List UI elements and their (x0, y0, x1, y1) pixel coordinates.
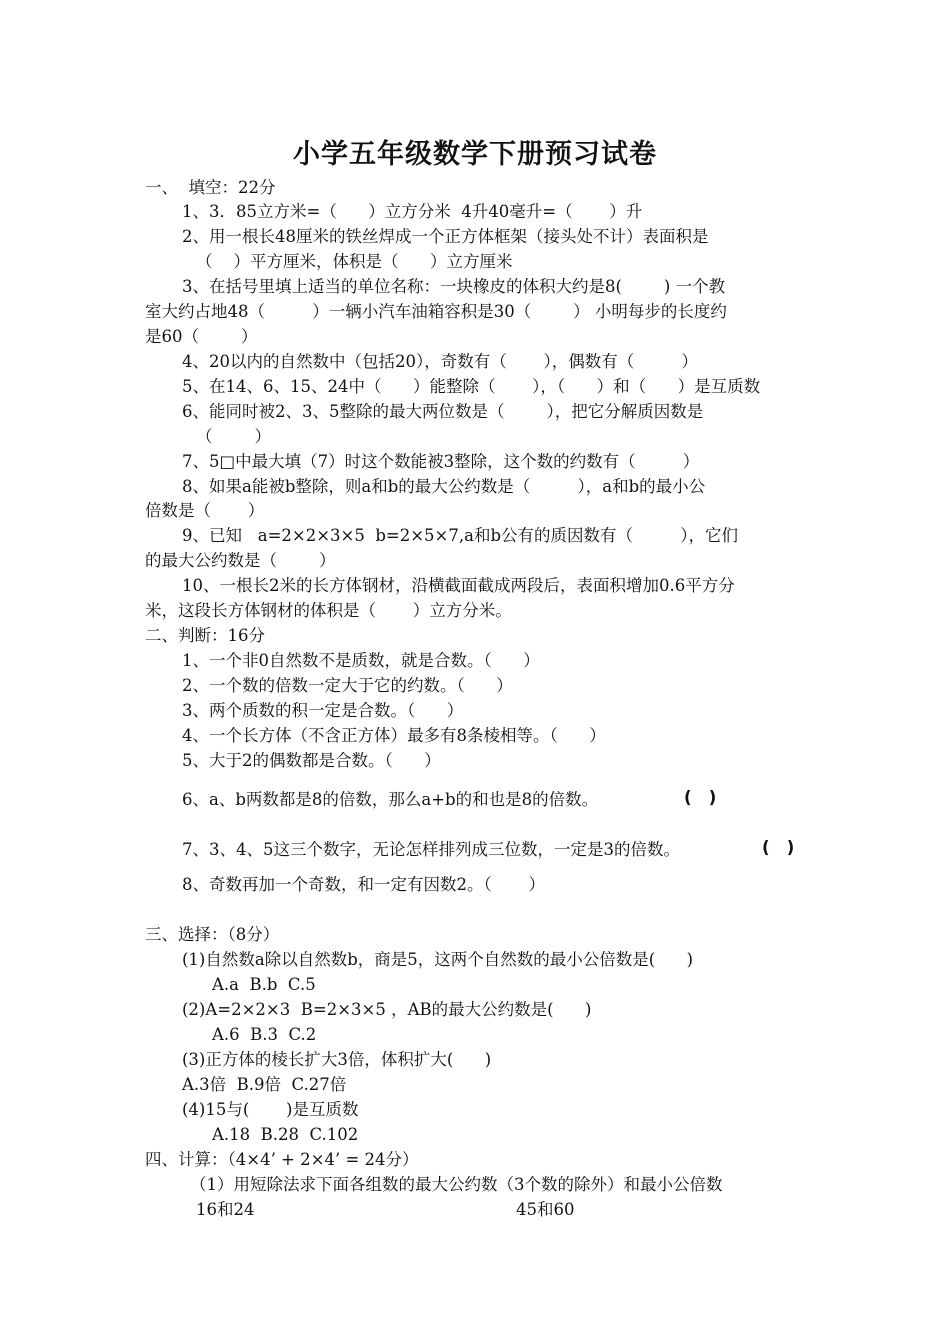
problem-label: 45和60 (516, 1200, 575, 1219)
question-line: 的最大公约数是（ ） (145, 551, 336, 570)
question-line: 室大约占地48（ ）一辆小汽车油箱容积是30（ ） 小明每步的长度约 (145, 302, 727, 321)
choice-options: A.3倍 B.9倍 C.27倍 (182, 1075, 347, 1094)
question-line: （ ）平方厘米，体积是（ ）立方厘米 (196, 252, 513, 271)
question-line: 4、一个长方体（不含正方体）最多有8条棱相等。（ ） (182, 726, 606, 745)
question-line: （1）用短除法求下面各组数的最大公约数（3个数的除外）和最小公倍数 (190, 1175, 723, 1194)
question-line: 1、3．85立方米=（ ）立方分米 4升40毫升=（ ）升 (182, 202, 643, 221)
question-line: 2、一个数的倍数一定大于它的约数。（ ） (182, 676, 513, 695)
question-line: (4)15与( )是互质数 (182, 1100, 359, 1119)
question-line: 是60（ ） (145, 327, 258, 346)
choice-options: A.a B.b C.5 (212, 975, 316, 994)
choice-options: A.18 B.28 C.102 (212, 1125, 359, 1144)
question-line: 8、如果a能被b整除，则a和b的最大公约数是（ ），a和b的最小公 (182, 477, 706, 496)
question-line: 6、a、b两数都是8的倍数，那么a+b的和也是8的倍数。 (182, 790, 599, 809)
question-line: 7、3、4、5这三个数字，无论怎样排列成三位数，一定是3的倍数。 (182, 840, 680, 859)
question-line: 10、一根长2米的长方体钢材，沿横截面截成两段后，表面积增加0.6平方分 (182, 576, 735, 595)
choice-options: A.6 B.3 C.2 (212, 1025, 317, 1044)
question-line: 5、大于2的偶数都是合数。（ ） (182, 751, 441, 770)
question-line: （ ） (196, 427, 271, 446)
section-true-false-heading: 二、判断：16分 (145, 626, 265, 645)
page-title: 小学五年级数学下册预习试卷 (293, 139, 657, 170)
section-fill-blank-heading: 一、 填空：22分 (145, 178, 276, 197)
question-line: 4、20以内的自然数中（包括20），奇数有（ ），偶数有（ ） (182, 352, 698, 371)
answer-bracket: ( ) (684, 788, 717, 807)
question-line: 9、已知 a=2×2×3×5 b=2×5×7,a和b公有的质因数有（ ），它们 (182, 526, 738, 545)
section-calculation-heading: 四、计算：（4×4’ + 2×4’ = 24分） (145, 1150, 419, 1169)
problem-label: 16和24 (196, 1200, 255, 1219)
question-line: 3、两个质数的积一定是合数。（ ） (182, 701, 464, 720)
question-line: 1、一个非0自然数不是质数，就是合数。（ ） (182, 651, 540, 670)
question-line: 倍数是（ ） (145, 501, 265, 520)
question-line: 3、在括号里填上适当的单位名称：一块橡皮的体积大约是8( ) 一个教 (182, 277, 726, 296)
question-line: 米，这段长方体钢材的体积是（ ）立方分米。 (145, 601, 512, 620)
question-line: 2、用一根长48厘米的铁丝焊成一个正方体框架（接头处不计）表面积是 (182, 227, 709, 246)
section-multiple-choice-heading: 三、选择：（8分） (145, 925, 280, 944)
answer-bracket: ( ) (762, 838, 795, 857)
question-line: (3)正方体的棱长扩大3倍，体积扩大( ) (182, 1050, 492, 1069)
question-line: 6、能同时被2、3、5整除的最大两位数是（ ），把它分解质因数是 (182, 402, 704, 421)
question-line: 8、奇数再加一个奇数，和一定有因数2。（ ） (182, 875, 545, 894)
question-line: 5、在14、6、15、24中（ ）能整除（ ），（ ）和（ ）是互质数 (182, 377, 761, 396)
question-line: (2)A=2×2×3 B=2×3×5 ，AB的最大公约数是( ) (182, 1000, 592, 1019)
question-line: (1)自然数a除以自然数b，商是5，这两个自然数的最小公倍数是( ) (182, 950, 694, 969)
question-line: 7、5□中最大填（7）时这个数能被3整除，这个数的约数有（ ） (182, 452, 700, 471)
